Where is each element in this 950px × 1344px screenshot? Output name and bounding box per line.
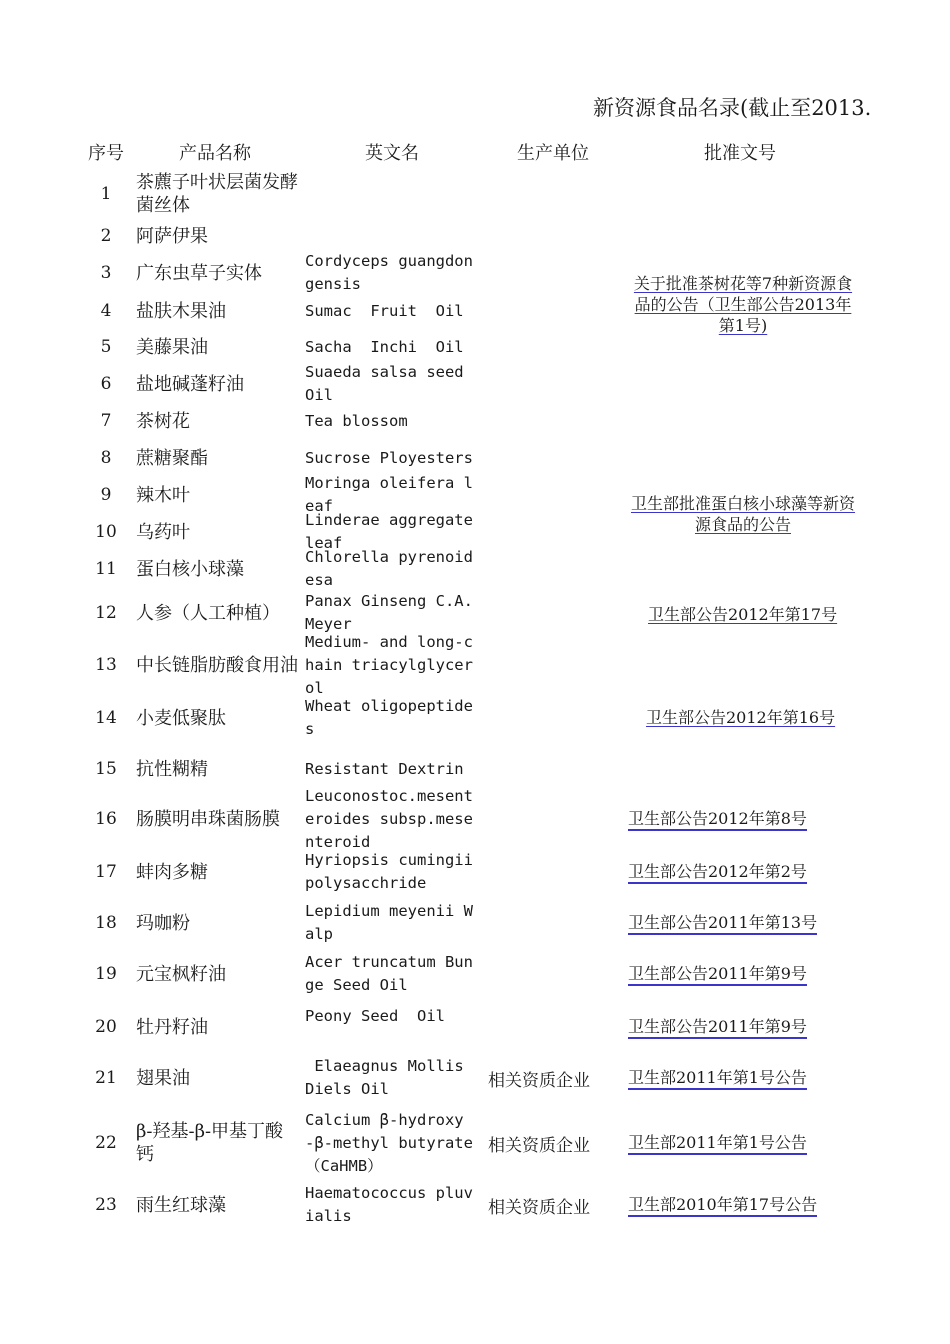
product-name: 蚌肉多糖: [136, 861, 208, 883]
manufacturer: [488, 752, 618, 786]
english-name: Sacha Inchi Oil: [305, 337, 464, 356]
table-row: [0, 632, 950, 698]
approval-link-text[interactable]: 卫生部公告2011年第13号: [628, 912, 817, 935]
approval-link[interactable]: [628, 1181, 858, 1229]
approval-link[interactable]: [628, 406, 858, 436]
manufacturer: [488, 848, 618, 896]
row-number: 7: [100, 411, 112, 431]
product-name: 辣木叶: [136, 484, 190, 506]
manufacturer: [488, 168, 618, 220]
english-name: Peony Seed Oil: [305, 1007, 445, 1025]
page-title: 新资源食品名录(截止至2013.: [593, 96, 872, 120]
english-name: Moringa oleifera leaf: [305, 474, 473, 515]
english-name: Wheat oligopeptides: [305, 697, 473, 738]
header-manufacturer: 生产单位: [517, 143, 589, 164]
approval-link-2012-16[interactable]: [628, 705, 876, 729]
manufacturer: [488, 547, 618, 591]
product-name: 抗性糊精: [136, 758, 208, 780]
product-name: 牡丹籽油: [136, 1016, 208, 1038]
row-number: 17: [95, 862, 117, 882]
row-number: 8: [100, 448, 112, 468]
manufacturer: [488, 220, 618, 252]
row-number: 2: [100, 226, 112, 246]
table-row: [0, 752, 950, 786]
approval-link[interactable]: [628, 220, 858, 252]
row-number: 9: [100, 485, 112, 505]
product-name: 中长链脂肪酸食用油: [136, 654, 298, 676]
product-name: 人参（人工种植）: [136, 602, 280, 624]
approval-link[interactable]: [628, 547, 858, 591]
row-number: 14: [95, 708, 117, 728]
approval-link-text[interactable]: 卫生部批准蛋白核小球藻等新资源食品的公告: [630, 494, 855, 534]
product-name: β-羟基-β-甲基丁酸钙: [136, 1121, 284, 1165]
table-row: [0, 1003, 950, 1051]
product-name: 元宝枫籽油: [136, 963, 226, 985]
english-name: Calcium β-hydroxy -β-methyl butyrate （CaHMB）: [305, 1110, 483, 1175]
product-name: 雨生红球藻: [136, 1194, 226, 1216]
row-number: 11: [95, 559, 117, 579]
approval-link[interactable]: [628, 752, 858, 786]
product-name: 翅果油: [136, 1067, 190, 1089]
approval-link[interactable]: [628, 362, 858, 406]
approval-link-text[interactable]: 卫生部2010年第17号公告: [628, 1194, 817, 1217]
product-name: 蛋白核小球藻: [136, 558, 244, 580]
english-name: Hyriopsis cumingii polysacchride: [305, 851, 483, 892]
manufacturer: [488, 941, 618, 1007]
approval-link[interactable]: [628, 941, 858, 1007]
row-number: 1: [100, 184, 112, 204]
table-row: [0, 362, 950, 406]
english-name: Medium- and long-chain triacylglycerol: [305, 632, 473, 697]
english-name: Suaeda salsa seed Oil: [305, 363, 473, 404]
manufacturer: [488, 362, 618, 406]
product-name: 肠膜明串珠菌肠膜: [136, 808, 280, 830]
table-row: [0, 406, 950, 436]
product-name: 盐地碱蓬籽油: [136, 373, 244, 395]
row-number: 20: [95, 1017, 117, 1037]
approval-link[interactable]: [628, 632, 858, 698]
table-row: [0, 1097, 950, 1189]
manufacturer: 相关资质企业: [488, 1070, 590, 1091]
product-name: 玛咖粉: [136, 912, 190, 934]
product-name: 乌药叶: [136, 521, 190, 543]
english-name: [305, 168, 480, 220]
product-name: 盐肤木果油: [136, 300, 226, 322]
english-name: Haematococcus pluvialis: [305, 1184, 473, 1225]
english-name: Resistant Dextrin: [305, 759, 464, 778]
approval-link-text[interactable]: 卫生部2011年第1号公告: [628, 1132, 807, 1155]
manufacturer: [488, 786, 618, 852]
english-name: Sumac Fruit Oil: [305, 301, 464, 320]
table-row: [0, 1055, 950, 1101]
english-name: Leuconostoc.mesenteroides subsp.mesenteroid: [305, 786, 473, 851]
approval-link-2012-17[interactable]: [628, 592, 860, 636]
row-number: 15: [95, 759, 117, 779]
approval-link[interactable]: [628, 1003, 858, 1051]
table-row: [0, 1181, 950, 1229]
english-name: Sucrose Ployesters: [305, 448, 473, 467]
approval-link[interactable]: [628, 1097, 858, 1189]
row-number: 5: [100, 337, 112, 357]
english-name: Tea blossom: [305, 411, 408, 430]
row-number: 22: [95, 1133, 117, 1153]
approval-link[interactable]: [628, 168, 858, 220]
approval-link-text[interactable]: 卫生部公告2012年第2号: [628, 861, 807, 884]
product-name: 阿萨伊果: [136, 225, 208, 247]
product-name: 广东虫草子实体: [136, 262, 262, 284]
manufacturer: [488, 632, 618, 698]
header-approval: 批准文号: [704, 143, 776, 164]
header-english: 英文名: [365, 143, 419, 164]
english-name: Lepidium meyenii Walp: [305, 902, 473, 943]
product-name: 茶树花: [136, 410, 190, 432]
manufacturer: [488, 294, 618, 328]
approval-link-text[interactable]: 关于批准茶树花等7种新资源食品的公告（卫生部公告2013年第1号): [633, 273, 853, 335]
english-name: Cordyceps guangdongensis: [305, 252, 473, 293]
product-name: 茶藨子叶状层菌发酵菌丝体: [136, 172, 298, 216]
row-number: 19: [95, 964, 117, 984]
english-name: [305, 220, 480, 252]
manufacturer: [488, 328, 618, 366]
english-name: Linderae aggregate leaf: [305, 511, 492, 552]
approval-link-2013-1[interactable]: [628, 272, 858, 336]
manufacturer: [488, 406, 618, 436]
row-number: 3: [100, 263, 112, 283]
row-number: 18: [95, 913, 117, 933]
approval-link-text[interactable]: 卫生部公告2012年第16号: [646, 707, 836, 727]
approval-link-text[interactable]: 卫生部2011年第1号公告: [628, 1067, 807, 1090]
row-number: 13: [95, 655, 117, 675]
manufacturer: [488, 696, 618, 740]
approval-link[interactable]: [628, 786, 858, 852]
approval-link[interactable]: [628, 848, 858, 896]
product-name: 美藤果油: [136, 336, 208, 358]
approval-link-text[interactable]: 卫生部公告2011年第9号: [628, 963, 807, 986]
row-number: 16: [95, 809, 117, 829]
table-row: [0, 168, 950, 220]
manufacturer: [488, 252, 618, 294]
table-row: [0, 220, 950, 252]
english-name: Elaeagnus Mollis Diels Oil: [305, 1057, 473, 1098]
manufacturer: [488, 591, 618, 635]
approval-link-text[interactable]: 卫生部公告2012年第8号: [628, 808, 807, 831]
table-row: [0, 547, 950, 591]
product-name: 小麦低聚肽: [136, 707, 226, 729]
row-number: 4: [100, 301, 112, 321]
table-row: [0, 941, 950, 1007]
manufacturer: 相关资质企业: [488, 1135, 590, 1156]
table-row: [0, 786, 950, 852]
english-name: Acer truncatum Bunge Seed Oil: [305, 953, 473, 994]
manufacturer: [488, 1003, 618, 1051]
manufacturer: 相关资质企业: [488, 1197, 590, 1218]
approval-link-text[interactable]: 卫生部公告2011年第9号: [628, 1016, 807, 1039]
row-number: 10: [95, 522, 117, 542]
header-num: 序号: [88, 143, 124, 164]
row-number: 12: [95, 603, 117, 623]
approval-link-chlorella[interactable]: [628, 492, 858, 536]
english-name: Panax Ginseng C.A.Meyer: [305, 592, 473, 633]
row-number: 21: [95, 1068, 117, 1088]
header-name: 产品名称: [179, 143, 251, 164]
row-number: 23: [95, 1195, 117, 1215]
product-name: 蔗糖聚酯: [136, 447, 208, 469]
approval-link-text[interactable]: 卫生部公告2012年第17号: [648, 604, 838, 624]
table-row: [0, 848, 950, 896]
approval-link[interactable]: [628, 1055, 858, 1101]
row-number: 6: [100, 374, 112, 394]
english-name: Chlorella pyrenoidesa: [305, 548, 473, 589]
